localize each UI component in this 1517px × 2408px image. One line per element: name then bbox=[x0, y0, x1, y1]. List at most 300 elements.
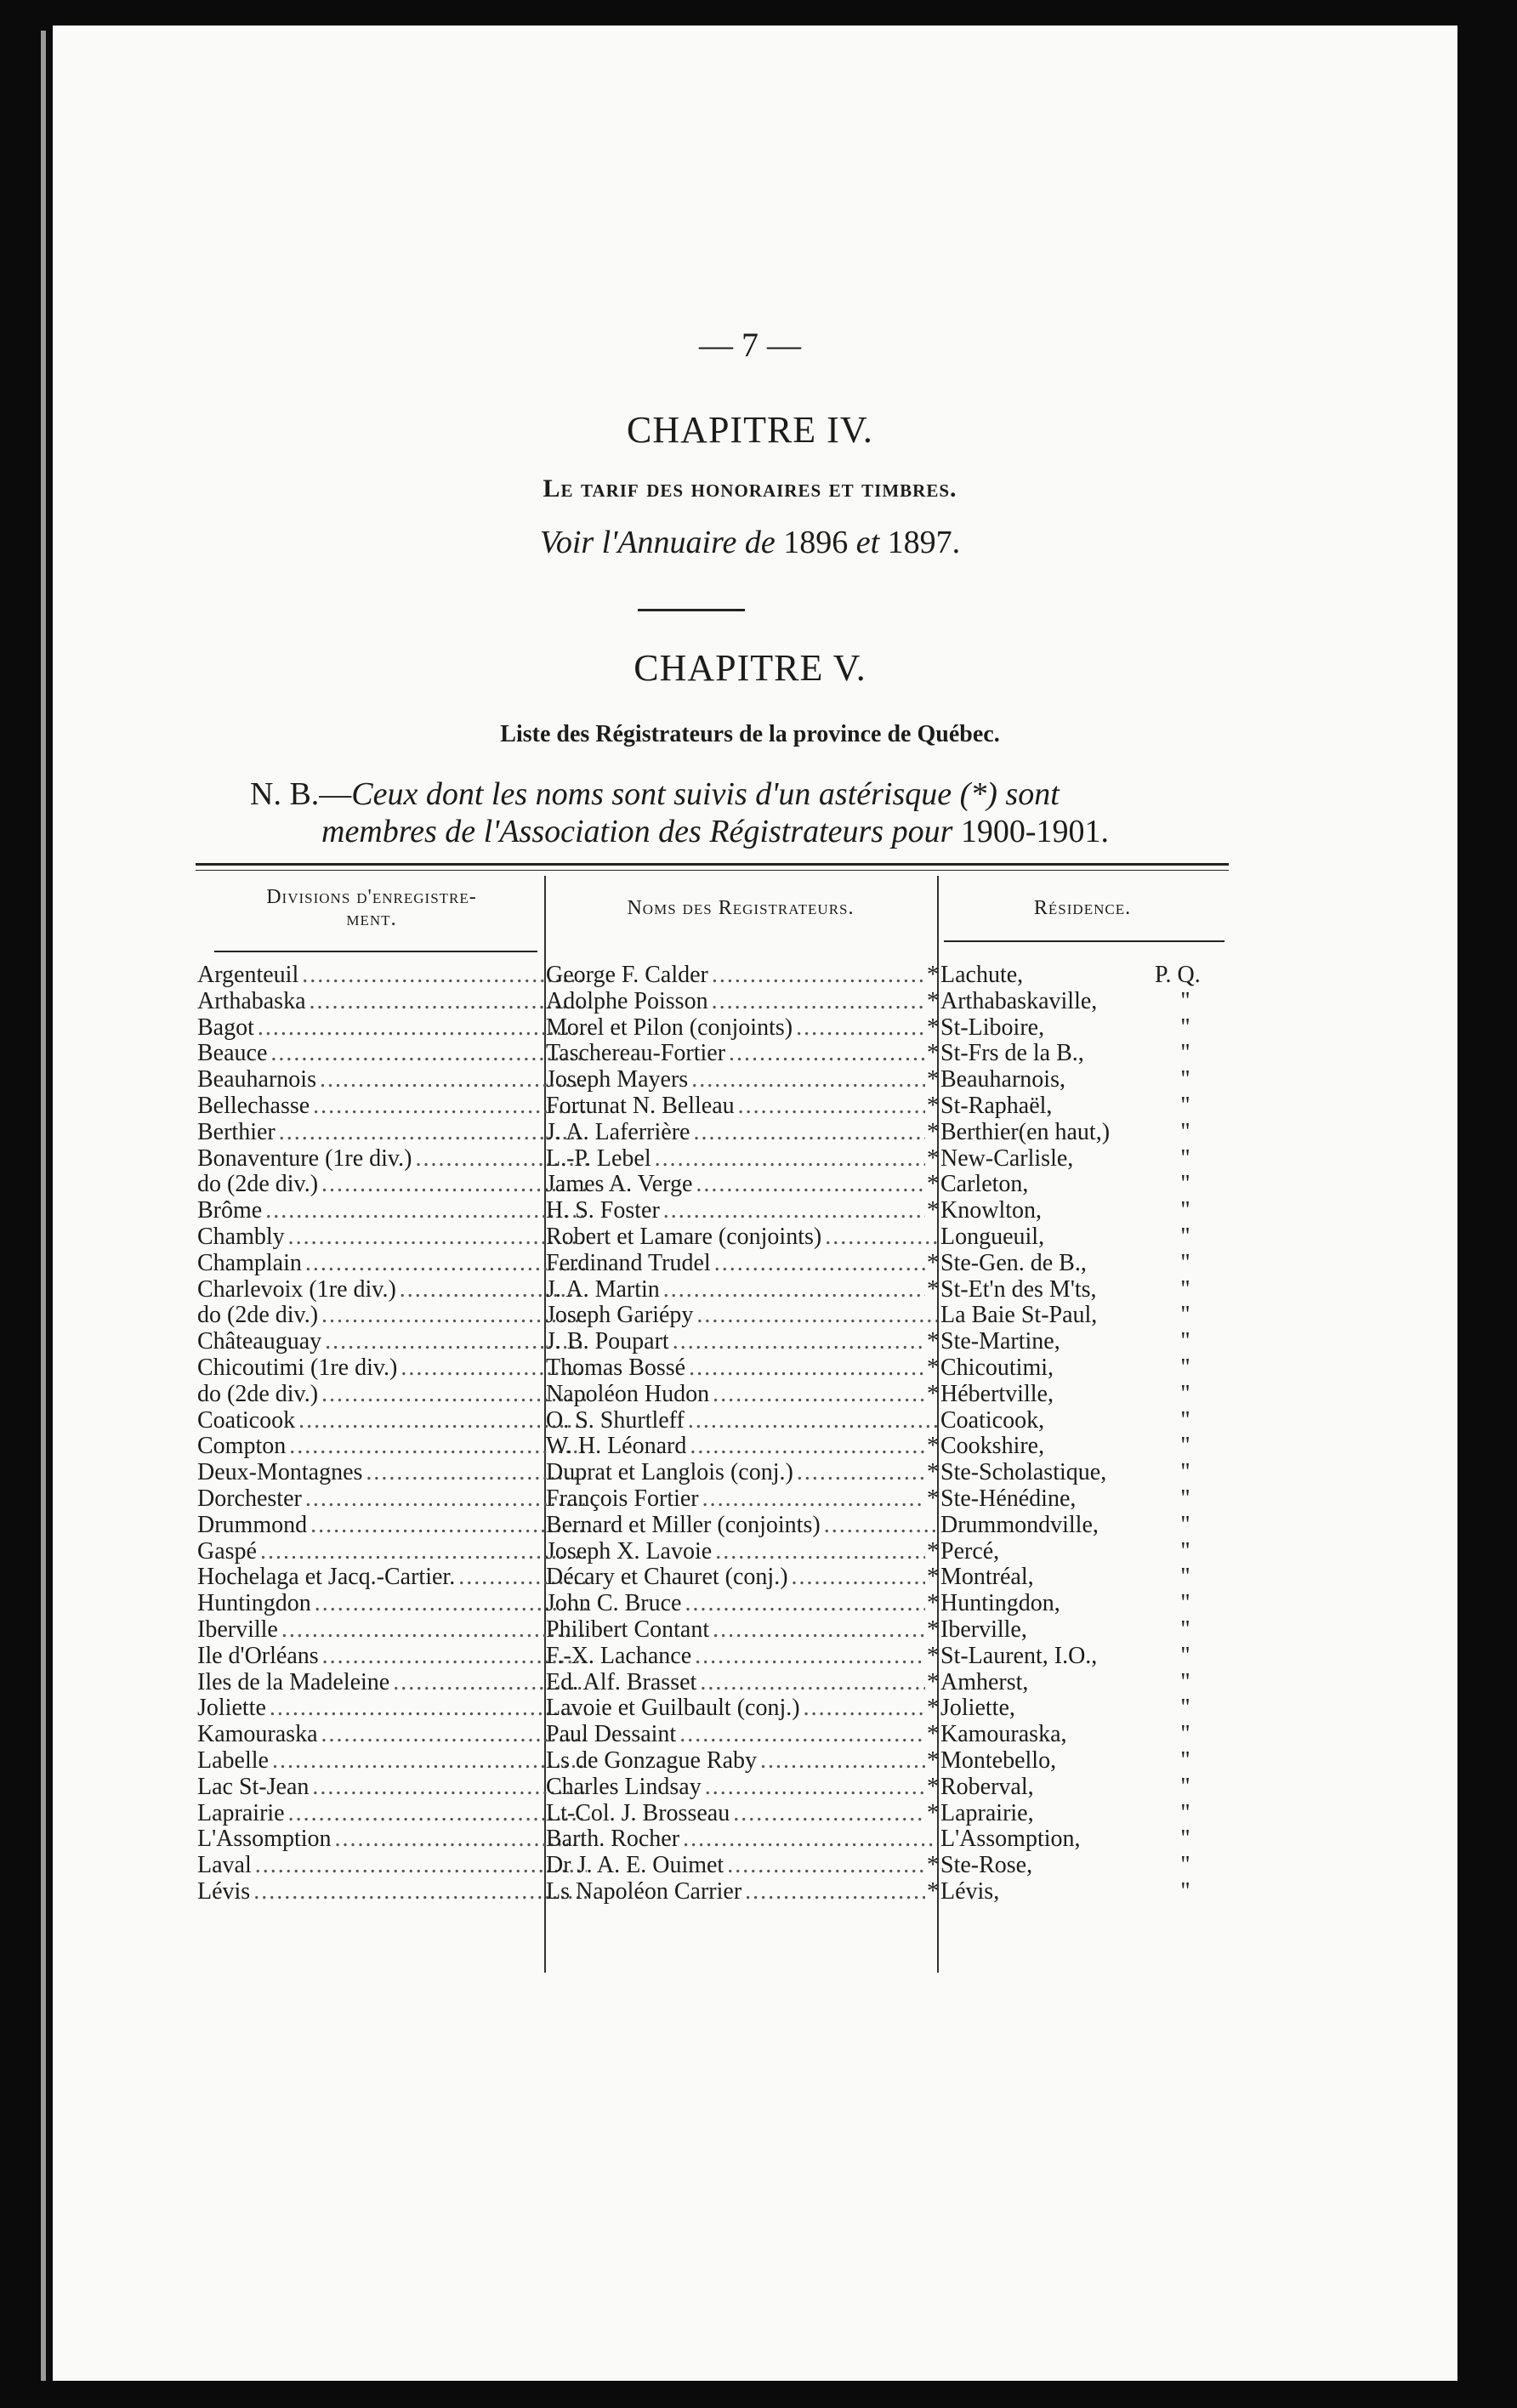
ditto-mark: " bbox=[1180, 1826, 1190, 1852]
ditto-mark: " bbox=[1180, 1198, 1190, 1224]
table-row bbox=[53, 1695, 1447, 1720]
registrar-name: W. H. Léonard bbox=[546, 1434, 687, 1459]
division-name: Champlain bbox=[197, 1250, 302, 1275]
leader-dots bbox=[298, 1408, 587, 1433]
ditto-mark: " bbox=[1180, 1486, 1190, 1511]
table-row bbox=[53, 1355, 1447, 1380]
division-name: Berthier bbox=[197, 1119, 276, 1144]
residence-name: Carleton, bbox=[940, 1172, 1029, 1197]
residence-name: La Baie St-Paul, bbox=[940, 1303, 1098, 1328]
leader-dots bbox=[255, 1853, 587, 1877]
registrar-cell bbox=[546, 1565, 939, 1589]
registrar-cell bbox=[546, 1801, 939, 1826]
division-name: Brôme bbox=[197, 1198, 263, 1224]
residence-name: Ste-Scholastique, bbox=[940, 1460, 1107, 1485]
division-name: Joliette bbox=[197, 1695, 266, 1721]
leader-dots bbox=[272, 1748, 587, 1773]
residence-name: Knowlton, bbox=[940, 1198, 1042, 1224]
registrar-cell bbox=[546, 1539, 939, 1564]
leader-dots bbox=[712, 989, 925, 1014]
leader-dots bbox=[270, 1695, 587, 1720]
division-name: Charlevoix (1re div.) bbox=[197, 1276, 396, 1302]
header-residence: Résidence. bbox=[1033, 897, 1132, 919]
registrar-cell bbox=[546, 1408, 939, 1433]
ditto-mark: " bbox=[1180, 1460, 1190, 1485]
reference-year-1896: 1896 bbox=[783, 525, 849, 560]
ditto-mark: " bbox=[1180, 1617, 1190, 1642]
table-row bbox=[53, 1486, 1447, 1511]
registrar-name: Dr J. A. E. Ouimet bbox=[546, 1853, 724, 1878]
registrar-cell bbox=[546, 1303, 939, 1327]
page-spine-edge bbox=[41, 31, 46, 2381]
ditto-mark: " bbox=[1180, 1643, 1190, 1668]
asterisk-mark: * bbox=[927, 1565, 939, 1590]
registrar-name: Décary et Chauret (conj.) bbox=[546, 1565, 788, 1590]
registrar-cell bbox=[546, 1015, 939, 1040]
registrar-cell bbox=[546, 1146, 939, 1171]
leader-dots bbox=[804, 1695, 925, 1720]
division-name: do (2de div.) bbox=[197, 1303, 319, 1328]
division-name: Arthabaska bbox=[197, 988, 306, 1014]
leader-dots bbox=[260, 1539, 587, 1564]
asterisk-mark: * bbox=[927, 1198, 939, 1224]
asterisk-mark: * bbox=[927, 1774, 939, 1799]
registrar-name: François Fortier bbox=[546, 1486, 699, 1511]
division-cell bbox=[197, 1695, 587, 1720]
ditto-mark: " bbox=[1180, 1565, 1190, 1590]
table-row bbox=[53, 1303, 1447, 1327]
leader-dots bbox=[745, 1879, 925, 1904]
registrar-name: Joseph Gariépy bbox=[546, 1303, 694, 1328]
residence-name: St-Et'n des M'ts, bbox=[940, 1276, 1097, 1302]
asterisk-mark: * bbox=[927, 1329, 939, 1354]
residence-name: Ste-Rose, bbox=[940, 1853, 1033, 1878]
table-row bbox=[53, 1722, 1447, 1746]
registrar-cell bbox=[546, 1067, 939, 1092]
division-cell bbox=[197, 1329, 587, 1354]
ditto-mark: " bbox=[1180, 1722, 1190, 1747]
registrar-name: J. A. Laferrière bbox=[546, 1119, 690, 1144]
ditto-mark: " bbox=[1180, 1381, 1190, 1406]
residence-name: Kamouraska, bbox=[940, 1722, 1067, 1747]
division-cell bbox=[197, 1748, 587, 1773]
table-top-rule-thin bbox=[196, 870, 1229, 871]
table-row bbox=[53, 1198, 1447, 1223]
leader-dots bbox=[693, 1120, 925, 1144]
division-cell bbox=[197, 1277, 587, 1302]
division-cell bbox=[197, 1251, 587, 1275]
residence-name: New-Carlisle, bbox=[940, 1145, 1074, 1171]
registrar-name: Taschereau-Fortier bbox=[546, 1041, 726, 1066]
registrar-cell bbox=[546, 1486, 939, 1511]
registrar-cell bbox=[546, 1093, 939, 1118]
registrar-name: Barth. Rocher bbox=[546, 1826, 680, 1852]
division-name: Lévis bbox=[197, 1879, 251, 1904]
ditto-mark: " bbox=[1180, 1774, 1190, 1799]
ditto-mark: " bbox=[1180, 1591, 1190, 1616]
header-division bbox=[206, 886, 537, 930]
division-cell bbox=[197, 1224, 587, 1249]
registrar-cell bbox=[546, 1879, 939, 1904]
table-row bbox=[53, 989, 1447, 1014]
registrar-name: George F. Calder bbox=[546, 963, 708, 987]
residence-name: Arthabaskaville, bbox=[940, 988, 1098, 1014]
leader-dots bbox=[679, 1722, 925, 1746]
table-row bbox=[53, 1382, 1447, 1406]
registrar-cell bbox=[546, 1617, 939, 1642]
ditto-mark: " bbox=[1180, 1434, 1190, 1459]
leader-dots bbox=[700, 1670, 925, 1695]
registrar-cell bbox=[546, 1853, 939, 1877]
note-years: 1900-1901. bbox=[960, 814, 1110, 849]
table-row bbox=[53, 1434, 1447, 1458]
division-cell bbox=[197, 1460, 587, 1485]
division-name: Gaspé bbox=[197, 1538, 257, 1564]
leader-dots bbox=[760, 1748, 925, 1773]
registrar-cell bbox=[546, 1722, 939, 1746]
division-cell bbox=[197, 1093, 587, 1118]
table-row bbox=[53, 1591, 1447, 1616]
reference-year-1897: 1897. bbox=[887, 525, 961, 560]
table-row bbox=[53, 1015, 1447, 1040]
leader-dots bbox=[288, 1224, 587, 1249]
registrar-cell bbox=[546, 1355, 939, 1380]
division-cell bbox=[197, 1146, 587, 1171]
division-cell bbox=[197, 1303, 587, 1327]
leader-dots bbox=[663, 1198, 925, 1223]
registrar-name: Ls Napoléon Carrier bbox=[546, 1879, 742, 1904]
reference-text: Voir l'Annuaire de bbox=[539, 525, 784, 560]
registrar-name: Fortunat N. Belleau bbox=[546, 1093, 735, 1118]
division-name: Ile d'Orléans bbox=[197, 1643, 319, 1668]
registrar-cell bbox=[546, 989, 939, 1014]
ditto-mark: " bbox=[1180, 1119, 1190, 1144]
table-top-rule bbox=[196, 863, 1229, 866]
registrar-name: Philibert Contant bbox=[546, 1617, 710, 1642]
asterisk-mark: * bbox=[927, 1145, 939, 1171]
chapter-iv-reference bbox=[53, 524, 1447, 561]
leader-dots bbox=[689, 1355, 925, 1380]
division-cell bbox=[197, 1539, 587, 1564]
ditto-mark: " bbox=[1180, 1250, 1190, 1275]
table-row bbox=[53, 1329, 1447, 1354]
division-cell bbox=[197, 1513, 587, 1537]
division-cell bbox=[197, 1670, 587, 1695]
division-cell bbox=[197, 1801, 587, 1826]
division-cell bbox=[197, 1198, 587, 1223]
asterisk-mark: * bbox=[927, 1067, 939, 1093]
residence-name: Chicoutimi, bbox=[940, 1355, 1054, 1380]
residence-name: Joliette, bbox=[940, 1695, 1015, 1721]
residence-name: Drummondville, bbox=[940, 1512, 1099, 1537]
asterisk-mark: * bbox=[927, 1538, 939, 1564]
leader-dots bbox=[729, 1041, 925, 1065]
registrar-cell bbox=[546, 1775, 939, 1799]
table-row bbox=[53, 1146, 1447, 1171]
header-division-line-1: Divisions d'enregistre- bbox=[266, 886, 477, 908]
registrar-cell bbox=[546, 1382, 939, 1406]
registrar-name: H. S. Foster bbox=[546, 1198, 660, 1224]
leader-dots bbox=[705, 1775, 925, 1799]
division-cell bbox=[197, 1826, 587, 1851]
reference-and: et bbox=[848, 525, 888, 560]
division-cell bbox=[197, 1617, 587, 1642]
asterisk-mark: * bbox=[927, 1381, 939, 1406]
division-name: Beauce bbox=[197, 1041, 268, 1066]
ditto-mark: " bbox=[1180, 1145, 1190, 1171]
registrar-cell bbox=[546, 1224, 939, 1249]
division-name: Huntingdon bbox=[197, 1591, 311, 1616]
division-cell bbox=[197, 1853, 587, 1877]
ditto-mark: " bbox=[1180, 1538, 1190, 1564]
asterisk-mark: * bbox=[927, 1460, 939, 1485]
note-nb-label: N. B.— bbox=[250, 776, 352, 812]
leader-dots bbox=[792, 1565, 925, 1589]
division-cell bbox=[197, 1722, 587, 1746]
table-row bbox=[53, 1408, 1447, 1433]
ditto-mark: " bbox=[1180, 1329, 1190, 1354]
registrar-cell bbox=[546, 1591, 939, 1616]
registrar-cell bbox=[546, 1198, 939, 1223]
residence-name: St-Frs de la B., bbox=[940, 1041, 1084, 1066]
ditto-mark: " bbox=[1180, 1303, 1190, 1328]
province-label bbox=[53, 963, 1447, 987]
registrar-name: Bernard et Miller (conjoints) bbox=[546, 1512, 821, 1537]
residence-name: Ste-Hénédine, bbox=[940, 1486, 1077, 1511]
division-name: Bellechasse bbox=[197, 1093, 310, 1118]
division-name: Drummond bbox=[197, 1512, 308, 1537]
registrar-name: Paul Dessaint bbox=[546, 1722, 677, 1747]
table-row bbox=[53, 1775, 1447, 1799]
note-line-2 bbox=[321, 813, 1109, 850]
residence-name: Montréal, bbox=[940, 1565, 1034, 1590]
leader-dots bbox=[683, 1826, 937, 1851]
registrar-name: Thomas Bossé bbox=[546, 1355, 686, 1380]
residence-name: Montebello, bbox=[940, 1748, 1057, 1773]
header-bottom-rule-1 bbox=[214, 951, 537, 952]
header-bottom-rule-2 bbox=[944, 940, 1224, 942]
registrar-cell bbox=[546, 1172, 939, 1196]
leader-dots bbox=[691, 1067, 925, 1092]
residence-name: Percé, bbox=[940, 1538, 1000, 1564]
ditto-mark: " bbox=[1180, 1041, 1190, 1066]
chapter-v-title: CHAPITRE V. bbox=[634, 647, 866, 689]
chapter-iv-subtitle: Le tarif des honoraires et timbres. bbox=[543, 474, 957, 503]
ditto-mark: " bbox=[1180, 988, 1190, 1014]
registrar-name: Ferdinand Trudel bbox=[546, 1250, 711, 1275]
ditto-mark: " bbox=[1180, 1172, 1190, 1197]
registrar-name: Ed. Alf. Brasset bbox=[546, 1669, 697, 1695]
table-row bbox=[53, 1565, 1447, 1589]
ditto-mark: " bbox=[1180, 1695, 1190, 1721]
table-row bbox=[53, 1224, 1447, 1249]
residence-name: Coaticook, bbox=[940, 1407, 1045, 1433]
registrar-cell bbox=[546, 1434, 939, 1458]
table-row bbox=[53, 1513, 1447, 1537]
registrar-cell bbox=[546, 1670, 939, 1695]
ditto-mark: " bbox=[1180, 1669, 1190, 1695]
registrar-name: Ls de Gonzague Raby bbox=[546, 1748, 758, 1773]
residence-name: Berthier(en haut,) bbox=[940, 1119, 1111, 1144]
leader-dots bbox=[289, 1434, 587, 1458]
leader-dots bbox=[715, 1539, 925, 1564]
ditto-mark: " bbox=[1180, 1224, 1190, 1249]
division-name: do (2de div.) bbox=[197, 1172, 319, 1197]
leader-dots bbox=[258, 1015, 587, 1040]
division-name: Deux-Montagnes bbox=[197, 1460, 363, 1485]
table-row bbox=[53, 1826, 1447, 1851]
ditto-mark: " bbox=[1180, 1276, 1190, 1302]
table-row bbox=[53, 1460, 1447, 1485]
registrar-cell bbox=[546, 1513, 939, 1537]
registrar-name: Napoléon Hudon bbox=[546, 1381, 710, 1406]
table-row bbox=[53, 1539, 1447, 1564]
registrar-name: Adolphe Poisson bbox=[546, 988, 708, 1014]
ditto-mark: " bbox=[1180, 1748, 1190, 1773]
leader-dots bbox=[727, 1853, 925, 1877]
registrar-cell bbox=[546, 1695, 939, 1720]
ditto-mark: " bbox=[1180, 1067, 1190, 1093]
asterisk-mark: * bbox=[927, 1617, 939, 1642]
table-row bbox=[53, 1120, 1447, 1144]
registrar-cell bbox=[546, 1041, 939, 1065]
asterisk-mark: * bbox=[927, 1041, 939, 1066]
residence-name: Laprairie, bbox=[940, 1800, 1034, 1826]
registrar-name: Lt-Col. J. Brosseau bbox=[546, 1800, 730, 1826]
asterisk-mark: * bbox=[927, 1800, 939, 1826]
residence-name: Iberville, bbox=[940, 1617, 1027, 1642]
registrar-name: Duprat et Langlois (conj.) bbox=[546, 1460, 793, 1485]
division-name: Compton bbox=[197, 1434, 287, 1459]
division-cell bbox=[197, 1644, 587, 1668]
division-name: Hochelaga et Jacq.-Cartier. bbox=[197, 1565, 456, 1590]
division-cell bbox=[197, 1565, 587, 1589]
registrar-name: Morel et Pilon (conjoints) bbox=[546, 1014, 793, 1040]
ditto-mark: " bbox=[1180, 1014, 1190, 1040]
registrar-name: Robert et Lamare (conjoints) bbox=[546, 1224, 822, 1249]
division-name: Bonaventure (1re div.) bbox=[197, 1145, 412, 1171]
book-page bbox=[53, 26, 1457, 2381]
division-cell bbox=[197, 1041, 587, 1065]
registrar-cell bbox=[546, 1826, 939, 1851]
leader-dots bbox=[281, 1617, 587, 1642]
division-name: Iberville bbox=[197, 1617, 278, 1642]
ditto-mark: " bbox=[1180, 1853, 1190, 1878]
registrar-name: Joseph Mayers bbox=[546, 1067, 689, 1093]
division-cell bbox=[197, 1486, 587, 1511]
chapter-v-subtitle: Liste des Régistrateurs de la province de Québec. bbox=[500, 721, 1000, 747]
division-name: Kamouraska bbox=[197, 1722, 318, 1747]
division-name: Labelle bbox=[197, 1748, 269, 1773]
table-row bbox=[53, 1617, 1447, 1642]
division-cell bbox=[197, 1408, 587, 1433]
registrar-name: Joseph X. Lavoie bbox=[546, 1538, 713, 1564]
leader-dots bbox=[797, 1460, 925, 1485]
ditto-mark: " bbox=[1180, 1800, 1190, 1826]
ditto-mark: " bbox=[1180, 1093, 1190, 1118]
division-cell bbox=[197, 1382, 587, 1406]
leader-dots bbox=[825, 1224, 937, 1249]
residence-name: L'Assomption, bbox=[940, 1826, 1081, 1852]
leader-dots bbox=[688, 1408, 937, 1433]
leader-dots bbox=[702, 1486, 925, 1511]
table-row bbox=[53, 1801, 1447, 1826]
asterisk-mark: * bbox=[927, 1748, 939, 1773]
note-text-1: Ceux dont les noms sont suivis d'un astérisque (*) sont bbox=[351, 776, 1060, 812]
residence-name: Hébertville, bbox=[940, 1381, 1054, 1406]
division-cell bbox=[197, 989, 587, 1014]
asterisk-mark: * bbox=[927, 1853, 939, 1878]
asterisk-mark: * bbox=[927, 1879, 939, 1904]
leader-dots bbox=[279, 1120, 587, 1144]
asterisk-mark: * bbox=[927, 1695, 939, 1721]
residence-name: Beauharnois, bbox=[940, 1067, 1065, 1093]
division-cell bbox=[197, 1015, 587, 1040]
leader-dots bbox=[733, 1801, 925, 1826]
table-row bbox=[53, 1041, 1447, 1065]
registrar-name: Charles Lindsay bbox=[546, 1774, 702, 1799]
ditto-mark: " bbox=[1180, 1407, 1190, 1433]
division-cell bbox=[197, 1434, 587, 1458]
residence-name: Longueuil, bbox=[940, 1224, 1045, 1249]
note-text-2: membres de l'Association des Régistrateurs pour bbox=[321, 814, 961, 849]
leader-dots bbox=[305, 1486, 587, 1511]
table-row bbox=[53, 1277, 1447, 1302]
province-label-text: P. Q. bbox=[1155, 963, 1201, 987]
division-cell bbox=[197, 1172, 587, 1196]
residence-name: St-Liboire, bbox=[940, 1014, 1045, 1040]
ditto-mark: " bbox=[1180, 1879, 1190, 1904]
asterisk-mark: * bbox=[927, 1591, 939, 1616]
table-row bbox=[53, 1853, 1447, 1877]
division-cell bbox=[197, 1879, 587, 1904]
ditto-mark: " bbox=[1180, 1512, 1190, 1537]
division-cell bbox=[197, 1355, 587, 1380]
registrar-name: J. A. Martin bbox=[546, 1276, 660, 1302]
division-name: Chambly bbox=[197, 1224, 285, 1249]
registrar-name: F.-X. Lachance bbox=[546, 1643, 692, 1668]
residence-name: St-Raphaël, bbox=[940, 1093, 1053, 1118]
registrar-name: Lavoie et Guilbault (conj.) bbox=[546, 1695, 800, 1721]
division-cell bbox=[197, 1120, 587, 1144]
chapter-separator bbox=[638, 609, 745, 611]
residence-name: Ste-Martine, bbox=[940, 1329, 1060, 1354]
leader-dots bbox=[695, 1644, 925, 1668]
division-name: Beauharnois bbox=[197, 1067, 316, 1093]
asterisk-mark: * bbox=[927, 1355, 939, 1380]
asterisk-mark: * bbox=[927, 1486, 939, 1511]
table-row bbox=[53, 1879, 1447, 1904]
leader-dots bbox=[696, 1172, 925, 1196]
asterisk-mark: * bbox=[927, 1434, 939, 1459]
page-number: — 7 — bbox=[699, 326, 801, 364]
leader-dots bbox=[713, 1382, 925, 1406]
residence-name: Amherst, bbox=[940, 1669, 1029, 1695]
leader-dots bbox=[824, 1513, 937, 1537]
registrar-cell bbox=[546, 1120, 939, 1144]
division-cell bbox=[197, 1591, 587, 1616]
division-name: Iles de la Madeleine bbox=[197, 1669, 390, 1695]
residence-name: Lévis, bbox=[940, 1879, 1000, 1904]
division-name: Laprairie bbox=[197, 1800, 285, 1826]
ditto-mark: " bbox=[1180, 1355, 1190, 1380]
table-row bbox=[53, 1067, 1447, 1092]
asterisk-mark: * bbox=[927, 1669, 939, 1695]
table-row bbox=[53, 1172, 1447, 1196]
leader-dots bbox=[253, 1879, 587, 1904]
leader-dots bbox=[265, 1198, 587, 1223]
leader-dots bbox=[696, 1303, 937, 1327]
